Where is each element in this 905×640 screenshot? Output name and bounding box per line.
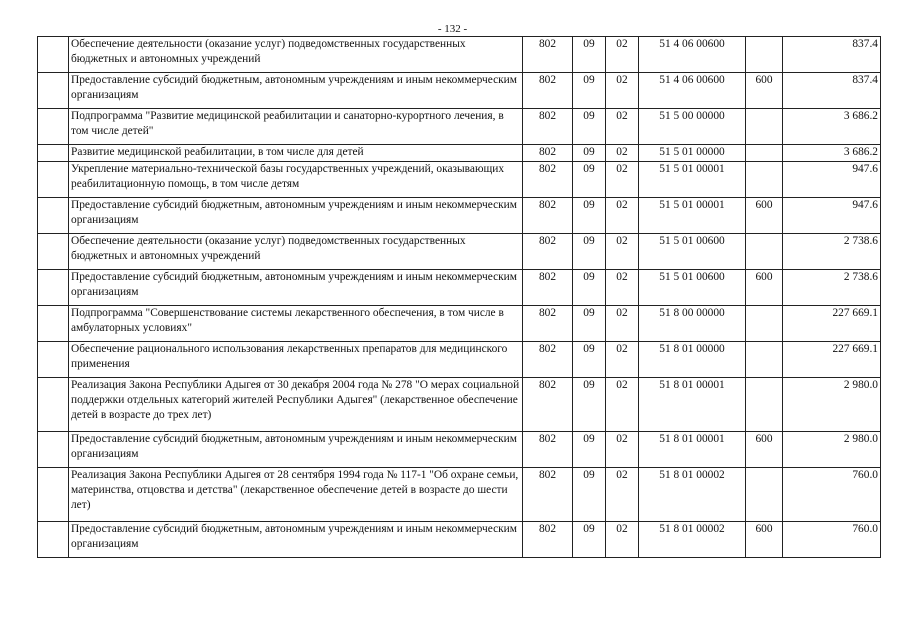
table-row	[38, 145, 881, 162]
row-ved-cell: 802	[523, 73, 573, 109]
table-row	[38, 270, 881, 306]
row-sum-cell: 837.4	[783, 37, 881, 73]
row-name-cell: Предоставление субсидий бюджетным, автономным учреждениям и иным некоммерческим организациям	[69, 73, 523, 109]
table-row	[38, 342, 881, 378]
row-csr-cell: 51 8 01 00001	[639, 432, 746, 468]
row-blank-cell	[38, 145, 69, 162]
row-ved-cell: 802	[523, 378, 573, 432]
row-vr-cell	[746, 468, 783, 522]
row-rz-cell: 09	[573, 73, 606, 109]
row-name-cell: Реализация Закона Республики Адыгея от 28 сентября 1994 года № 117-1 "Об охране семьи, материнства, отцовства и детства" (лекарственное обеспечение детей в возрасте до шести лет)	[69, 468, 523, 522]
table-row	[38, 198, 881, 234]
row-name-cell: Развитие медицинской реабилитации, в том числе для детей	[69, 145, 523, 162]
row-csr-cell: 51 8 01 00002	[639, 468, 746, 522]
row-ved-cell: 802	[523, 198, 573, 234]
table-row	[38, 378, 881, 432]
row-ved-cell: 802	[523, 270, 573, 306]
row-blank-cell	[38, 522, 69, 558]
row-name-cell: Предоставление субсидий бюджетным, автономным учреждениям и иным некоммерческим организациям	[69, 522, 523, 558]
row-vr-cell: 600	[746, 270, 783, 306]
row-pr-cell: 02	[606, 432, 639, 468]
row-rz-cell: 09	[573, 378, 606, 432]
row-blank-cell	[38, 342, 69, 378]
row-sum-cell: 837.4	[783, 73, 881, 109]
row-blank-cell	[38, 270, 69, 306]
row-ved-cell: 802	[523, 342, 573, 378]
row-csr-cell: 51 5 01 00600	[639, 234, 746, 270]
row-sum-cell: 947.6	[783, 162, 881, 198]
row-rz-cell: 09	[573, 342, 606, 378]
table-row	[38, 73, 881, 109]
row-vr-cell: 600	[746, 73, 783, 109]
row-name-cell: Подпрограмма "Совершенствование системы лекарственного обеспечения, в том числе в амбулаторных условиях"	[69, 306, 523, 342]
row-vr-cell	[746, 306, 783, 342]
row-pr-cell: 02	[606, 378, 639, 432]
row-sum-cell: 2 738.6	[783, 234, 881, 270]
table-row	[38, 432, 881, 468]
row-ved-cell: 802	[523, 109, 573, 145]
row-pr-cell: 02	[606, 234, 639, 270]
row-sum-cell: 760.0	[783, 468, 881, 522]
row-pr-cell: 02	[606, 306, 639, 342]
row-vr-cell	[746, 162, 783, 198]
row-rz-cell: 09	[573, 145, 606, 162]
row-ved-cell: 802	[523, 468, 573, 522]
row-csr-cell: 51 5 01 00001	[639, 162, 746, 198]
row-csr-cell: 51 4 06 00600	[639, 73, 746, 109]
table-row	[38, 37, 881, 73]
row-csr-cell: 51 8 01 00001	[639, 378, 746, 432]
row-vr-cell	[746, 109, 783, 145]
row-name-cell: Реализация Закона Республики Адыгея от 30 декабря 2004 года № 278 "О мерах социальной поддержки отдельных категорий жителей Республики Адыгея" (лекарственное обеспечение детей в возрасте до трех лет)	[69, 378, 523, 432]
table-row	[38, 306, 881, 342]
row-vr-cell: 600	[746, 198, 783, 234]
row-pr-cell: 02	[606, 162, 639, 198]
row-sum-cell: 227 669.1	[783, 306, 881, 342]
row-rz-cell: 09	[573, 109, 606, 145]
table-row	[38, 234, 881, 270]
row-blank-cell	[38, 468, 69, 522]
budget-table-body	[38, 37, 881, 558]
row-sum-cell: 2 738.6	[783, 270, 881, 306]
row-sum-cell: 3 686.2	[783, 145, 881, 162]
row-rz-cell: 09	[573, 270, 606, 306]
row-sum-cell: 2 980.0	[783, 432, 881, 468]
row-name-cell: Укрепление материально-технической базы государственных учреждений, оказывающих реабилитационную помощь, в том числе детям	[69, 162, 523, 198]
row-blank-cell	[38, 378, 69, 432]
row-pr-cell: 02	[606, 109, 639, 145]
row-name-cell: Обеспечение рационального использования лекарственных препаратов для медицинского применения	[69, 342, 523, 378]
row-blank-cell	[38, 109, 69, 145]
row-name-cell: Обеспечение деятельности (оказание услуг) подведомственных государственных бюджетных и автономных учреждений	[69, 37, 523, 73]
row-vr-cell: 600	[746, 432, 783, 468]
row-vr-cell	[746, 37, 783, 73]
row-ved-cell: 802	[523, 234, 573, 270]
row-ved-cell: 802	[523, 37, 573, 73]
row-sum-cell: 947.6	[783, 198, 881, 234]
row-vr-cell: 600	[746, 522, 783, 558]
budget-table	[37, 36, 881, 558]
row-pr-cell: 02	[606, 198, 639, 234]
row-ved-cell: 802	[523, 522, 573, 558]
row-rz-cell: 09	[573, 468, 606, 522]
row-ved-cell: 802	[523, 162, 573, 198]
table-row	[38, 468, 881, 522]
row-csr-cell: 51 5 01 00600	[639, 270, 746, 306]
row-name-cell: Предоставление субсидий бюджетным, автономным учреждениям и иным некоммерческим организациям	[69, 198, 523, 234]
row-csr-cell: 51 4 06 00600	[639, 37, 746, 73]
row-vr-cell	[746, 145, 783, 162]
row-name-cell: Обеспечение деятельности (оказание услуг) подведомственных государственных бюджетных и автономных учреждений	[69, 234, 523, 270]
row-rz-cell: 09	[573, 432, 606, 468]
row-blank-cell	[38, 162, 69, 198]
page-number: - 132 -	[437, 23, 468, 35]
row-pr-cell: 02	[606, 342, 639, 378]
row-sum-cell: 760.0	[783, 522, 881, 558]
row-ved-cell: 802	[523, 432, 573, 468]
row-vr-cell	[746, 378, 783, 432]
row-sum-cell: 3 686.2	[783, 109, 881, 145]
row-csr-cell: 51 5 01 00001	[639, 198, 746, 234]
row-rz-cell: 09	[573, 234, 606, 270]
row-rz-cell: 09	[573, 162, 606, 198]
row-ved-cell: 802	[523, 306, 573, 342]
row-csr-cell: 51 5 00 00000	[639, 109, 746, 145]
row-sum-cell: 227 669.1	[783, 342, 881, 378]
row-pr-cell: 02	[606, 522, 639, 558]
row-pr-cell: 02	[606, 73, 639, 109]
table-row	[38, 522, 881, 558]
row-csr-cell: 51 8 01 00000	[639, 342, 746, 378]
row-sum-cell: 2 980.0	[783, 378, 881, 432]
row-blank-cell	[38, 37, 69, 73]
row-blank-cell	[38, 198, 69, 234]
row-csr-cell: 51 5 01 00000	[639, 145, 746, 162]
row-rz-cell: 09	[573, 522, 606, 558]
row-vr-cell	[746, 342, 783, 378]
row-blank-cell	[38, 306, 69, 342]
row-csr-cell: 51 8 01 00002	[639, 522, 746, 558]
row-blank-cell	[38, 73, 69, 109]
row-csr-cell: 51 8 00 00000	[639, 306, 746, 342]
table-row	[38, 162, 881, 198]
row-ved-cell: 802	[523, 145, 573, 162]
row-vr-cell	[746, 234, 783, 270]
table-row	[38, 109, 881, 145]
row-pr-cell: 02	[606, 145, 639, 162]
row-name-cell: Подпрограмма "Развитие медицинской реабилитации и санаторно-курортного лечения, в том числе детей"	[69, 109, 523, 145]
row-pr-cell: 02	[606, 270, 639, 306]
row-name-cell: Предоставление субсидий бюджетным, автономным учреждениям и иным некоммерческим организациям	[69, 270, 523, 306]
row-blank-cell	[38, 432, 69, 468]
row-rz-cell: 09	[573, 37, 606, 73]
row-blank-cell	[38, 234, 69, 270]
row-name-cell: Предоставление субсидий бюджетным, автономным учреждениям и иным некоммерческим организациям	[69, 432, 523, 468]
row-pr-cell: 02	[606, 37, 639, 73]
row-pr-cell: 02	[606, 468, 639, 522]
row-rz-cell: 09	[573, 306, 606, 342]
row-rz-cell: 09	[573, 198, 606, 234]
